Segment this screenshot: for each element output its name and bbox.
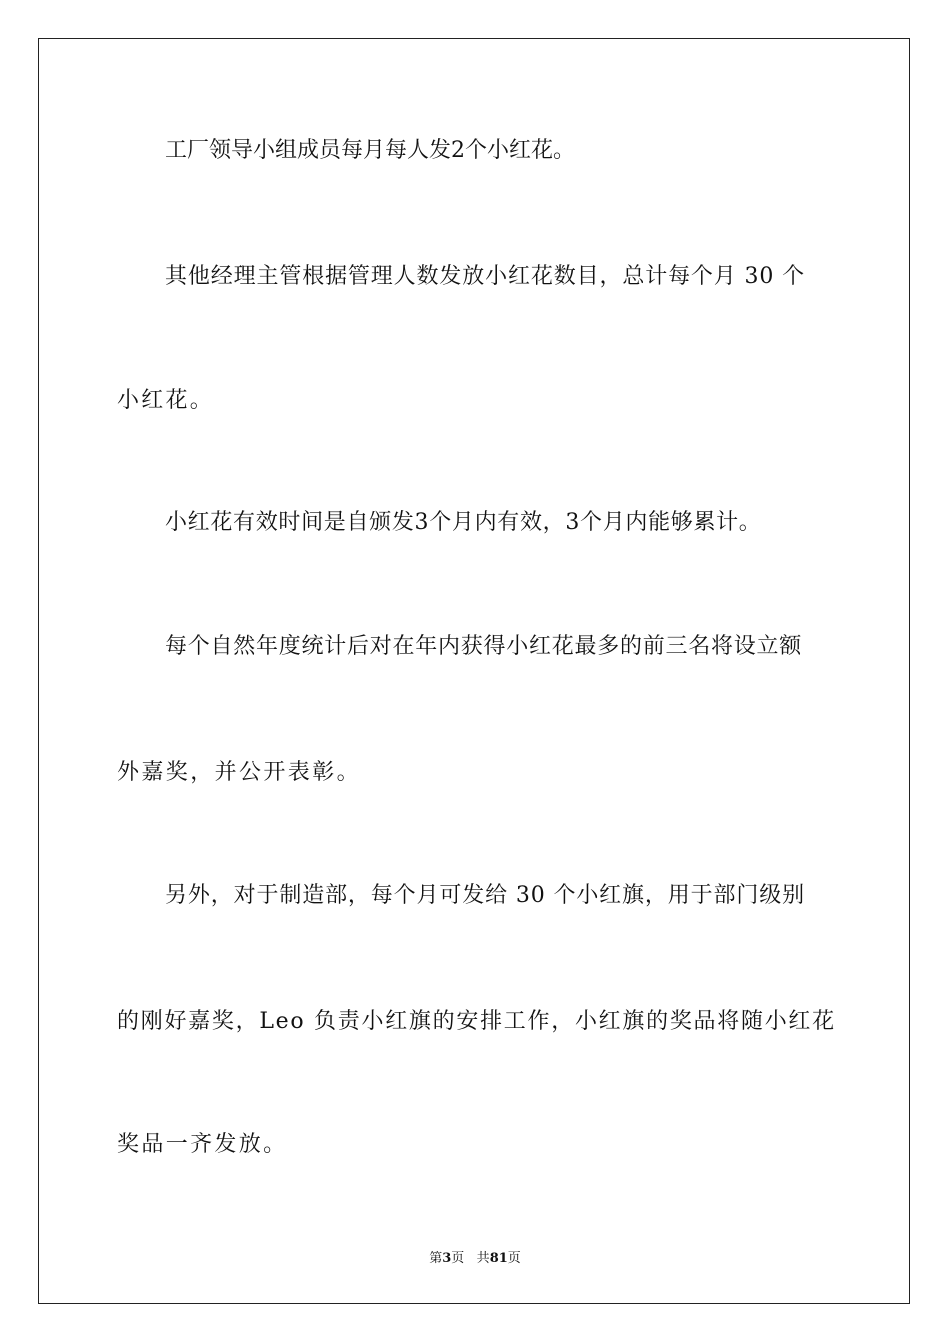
paragraph-line: 工厂领导小组成员每月每人发2个小红花。 <box>165 138 575 163</box>
paragraph-line: 的刚好嘉奖，Leo 负责小红旗的安排工作，小红旗的奖品将随小红花 <box>117 1009 836 1034</box>
page-footer <box>0 1247 950 1266</box>
paragraph-line: 外嘉奖，并公开表彰。 <box>117 760 362 785</box>
page-border <box>38 38 910 1304</box>
paragraph-line: 小红花。 <box>117 388 215 413</box>
paragraph-line: 每个自然年度统计后对在年内获得小红花最多的前三名将设立额 <box>165 634 803 659</box>
paragraph-line: 小红花有效时间是自颁发3个月内有效，3个月内能够累计。 <box>165 510 762 535</box>
footer-total-pages: 81 <box>489 1251 508 1266</box>
paragraph-line: 奖品一齐发放。 <box>117 1132 288 1157</box>
footer-page-suffix: 页 <box>451 1251 465 1266</box>
footer-page-prefix: 第 <box>429 1251 443 1266</box>
paragraph-line: 其他经理主管根据管理人数发放小红花数目，总计每个月 30 个 <box>165 264 805 289</box>
paragraph-line: 另外，对于制造部，每个月可发给 30 个小红旗，用于部门级别 <box>165 883 805 908</box>
footer-page-number: 3 <box>442 1251 452 1266</box>
footer-total-suffix: 页 <box>507 1251 521 1266</box>
footer-total-prefix: 共 <box>476 1251 490 1266</box>
